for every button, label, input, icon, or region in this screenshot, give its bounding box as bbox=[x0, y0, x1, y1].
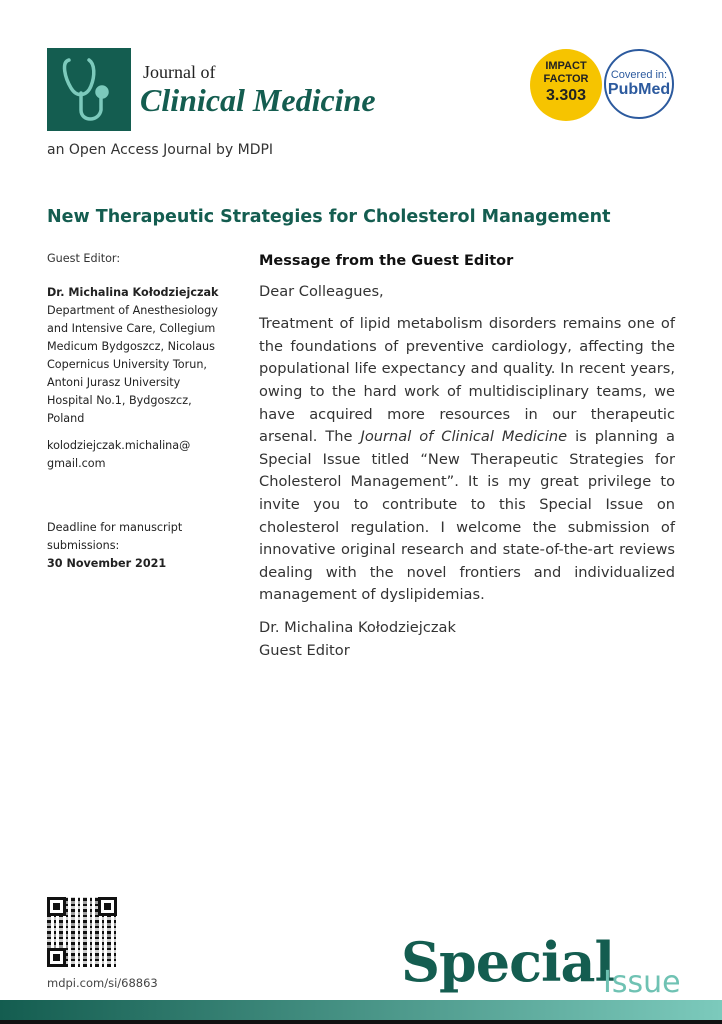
journal-of-text: Journal of bbox=[143, 62, 216, 82]
sidebar bbox=[47, 250, 237, 573]
journal-name-inline: Journal of Clinical Medicine bbox=[360, 428, 568, 446]
impact-factor-badge bbox=[530, 49, 602, 121]
factor-label: FACTOR bbox=[543, 73, 589, 85]
special-issue-link[interactable]: mdpi.com/si/68863 bbox=[47, 976, 158, 990]
editor-name: Dr. Michalina Kołodziejczak bbox=[47, 286, 219, 299]
bottom-edge bbox=[0, 1020, 722, 1024]
signature-name: Dr. Michalina Kołodziejczak bbox=[259, 618, 456, 636]
pubmed-label: Covered in: bbox=[610, 69, 668, 81]
pubmed-name: PubMed bbox=[607, 81, 671, 98]
impact-value: 3.303 bbox=[545, 87, 587, 104]
journal-name: Clinical Medicine bbox=[140, 82, 376, 118]
deadline-date: 30 November 2021 bbox=[47, 557, 167, 570]
stethoscope-icon bbox=[47, 48, 131, 131]
body-part-1: Treatment of lipid metabolism disorders remains one of the foundations of preventive cardiology, affecting the populational life expectancy and quality. In recent years, owing to the hard work of multidisciplinary teams, we have acquired more resources in our therapeutic arsenal. The bbox=[259, 315, 675, 446]
special-issue-title: New Therapeutic Strategies for Cholesterol Management bbox=[47, 207, 611, 227]
journal-logo bbox=[47, 48, 131, 131]
special-word: Special bbox=[401, 930, 615, 994]
body-part-2: is planning a Special Issue titled “New Therapeutic Strategies for Cholesterol Management”. It is my great privilege to invite you to contribute to this Special Issue on cholesterol regulation. I welcome the submission of innovative original research and state-of-the-art reviews dealing with the novel frontiers and individualized management of dyslipidemias. bbox=[259, 428, 675, 604]
impact-label: IMPACT bbox=[545, 60, 587, 72]
greeting: Dear Colleagues, bbox=[259, 282, 384, 300]
tagline: an Open Access Journal by MDPI bbox=[47, 142, 274, 158]
guest-editor-message bbox=[259, 250, 675, 662]
issue-word: Issue bbox=[603, 965, 681, 1000]
editor-affiliation: Department of Anesthesiology and Intensive Care, Collegium Medicum Bydgoszcz, Nicolaus Copernicus University Torun, Antoni Jurasz University Hospital No.1, Bydgoszcz, Poland bbox=[47, 304, 218, 425]
signature-role: Guest Editor bbox=[259, 641, 350, 659]
qr-code bbox=[47, 897, 117, 967]
pubmed-badge bbox=[604, 49, 674, 119]
guest-editor-label: Guest Editor: bbox=[47, 252, 121, 265]
editor-email[interactable]: kolodziejczak.michalina@ gmail.com bbox=[47, 439, 191, 470]
deadline-label: Deadline for manuscript submissions: bbox=[47, 521, 183, 552]
message-body bbox=[259, 313, 675, 607]
footer-gradient-bar bbox=[0, 1000, 722, 1020]
message-heading: Message from the Guest Editor bbox=[259, 253, 514, 269]
